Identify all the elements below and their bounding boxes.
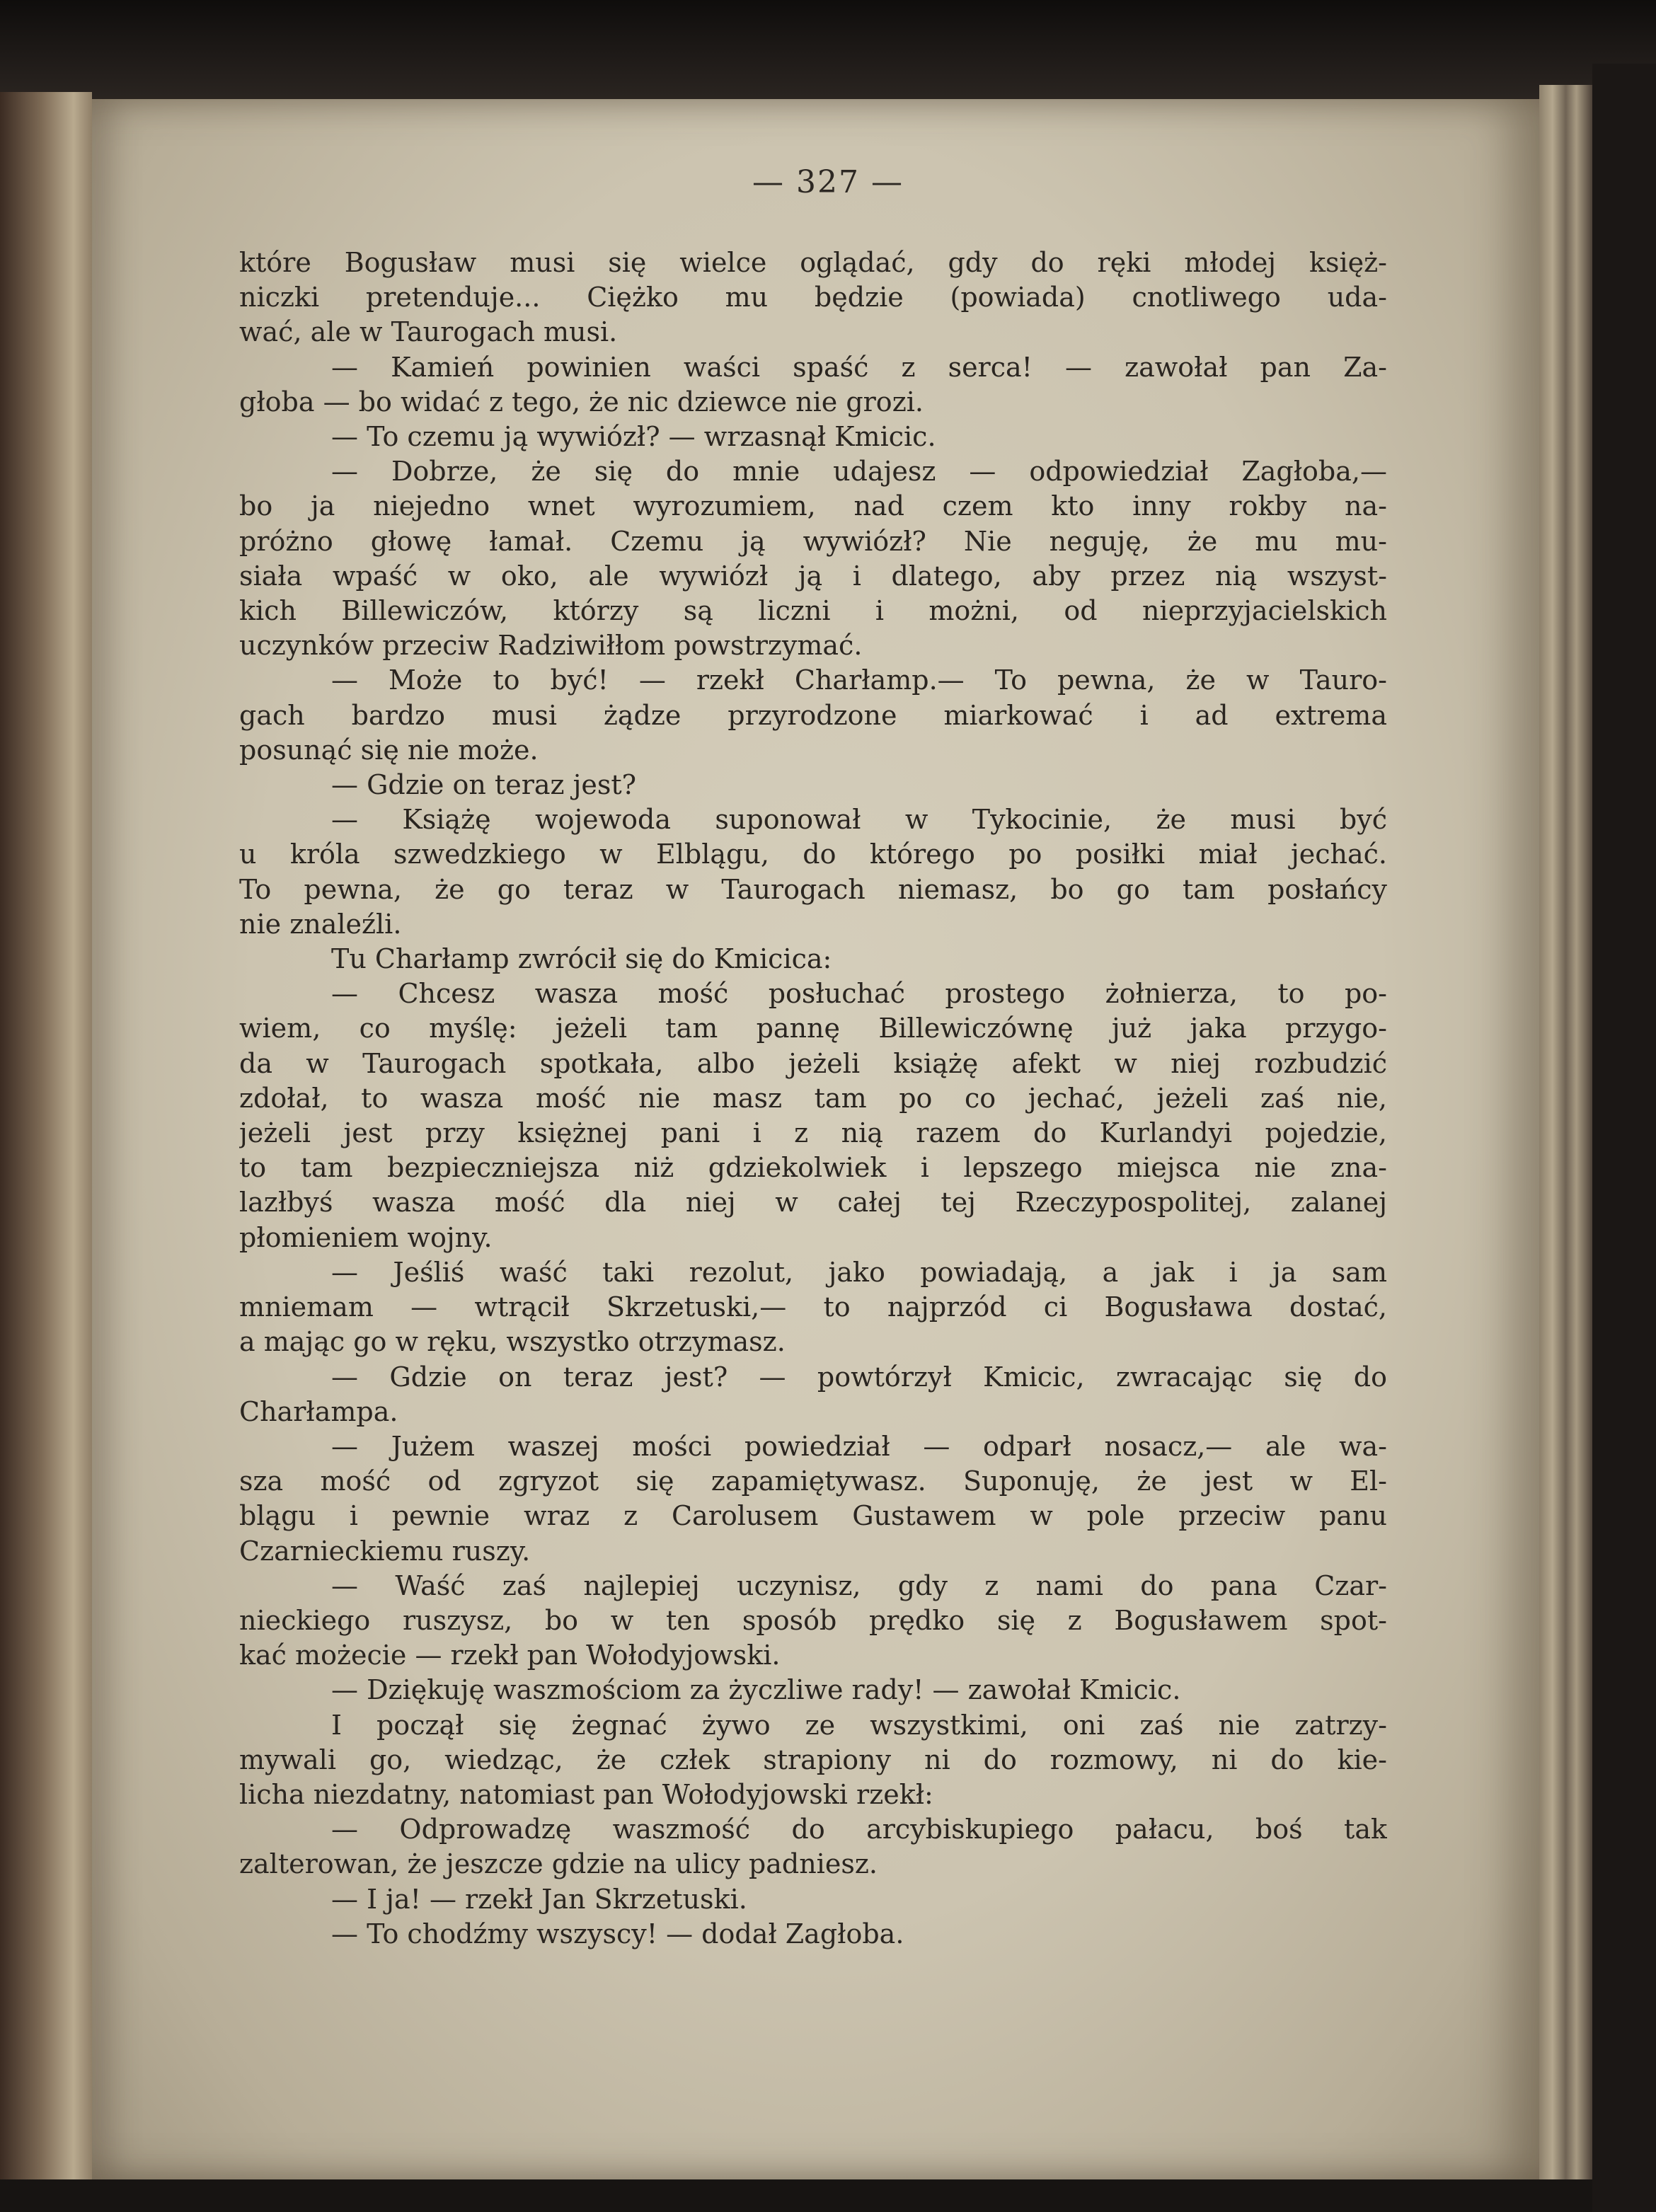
text-line: Charłampa.: [239, 1395, 398, 1427]
text-line: To pewna, że go teraz w Taurogach niemasz, bo go tam posłańcy: [239, 873, 1387, 905]
text-line: nieckiego ruszysz, bo w ten sposób prędko się z Bogusławem spot-: [239, 1604, 1387, 1636]
text-line: Tu Charłamp zwrócił się do Kmicica:: [331, 943, 832, 975]
text-line: — To chodźmy wszyscy! — dodał Zagłoba.: [331, 1918, 904, 1949]
text-line: I począł się żegnać żywo ze wszystkimi, oni zaś nie zatrzy-: [331, 1709, 1387, 1741]
text-line: nie znaleźli.: [239, 908, 402, 940]
text-line: zalterowan, że jeszcze gdzie na ulicy padniesz.: [239, 1848, 878, 1880]
book-cover-right: [1592, 64, 1656, 2212]
text-line: kać możecie — rzekł pan Wołodyjowski.: [239, 1640, 781, 1671]
text-line: bo ja niejedno wnet wyrozumiem, nad czem kto inny rokby na-: [239, 490, 1387, 522]
text-line: a mając go w ręku, wszystko otrzymasz.: [239, 1326, 786, 1358]
text-line: wiem, co myślę: jeżeli tam pannę Billewiczównę już jaka przygo-: [239, 1013, 1387, 1044]
text-line: — Książę wojewoda suponował w Tykocinie, że musi być: [331, 804, 1387, 836]
text-line: — Jużem waszej mości powiedział — odparł nosacz,— ale wa-: [331, 1430, 1387, 1462]
text-line: głoba — bo widać z tego, że nic dziewce nie grozi.: [239, 386, 924, 417]
text-line: blągu i pewnie wraz z Carolusem Gustawem w pole przeciw panu: [239, 1500, 1387, 1532]
text-line: kich Billewiczów, którzy są liczni i możni, od nieprzyjacielskich: [239, 595, 1387, 627]
text-line: mywali go, wiedząc, że człek strapiony ni do rozmowy, ni do kie-: [239, 1744, 1387, 1775]
text-line: — To czemu ją wywiózł? — wrzasnął Kmicic.: [331, 421, 936, 453]
page-stack-edge: [1539, 85, 1592, 2179]
page-number: — 327 —: [752, 164, 904, 200]
text-line: licha niezdatny, natomiast pan Wołodyjowski rzekł:: [239, 1778, 933, 1810]
text-line: — Gdzie on teraz jest? — powtórzył Kmicic, zwracając się do: [331, 1361, 1387, 1393]
text-line: Czarnieckiemu ruszy.: [239, 1535, 531, 1567]
text-line: posunąć się nie może.: [239, 734, 539, 766]
text-line: da w Taurogach spotkała, albo jeżeli książę afekt w niej rozbudzić: [239, 1047, 1387, 1079]
text-line: próżno głowę łamał. Czemu ją wywiózł? Nie neguję, że mu mu-: [239, 525, 1387, 557]
text-line: — Gdzie on teraz jest?: [331, 769, 637, 801]
text-line: jeżeli jest przy księżnej pani i z nią razem do Kurlandyi pojedzie,: [239, 1117, 1387, 1149]
text-line: — Dobrze, że się do mnie udajesz — odpowiedział Zagłoba,—: [331, 456, 1387, 488]
left-page-edge: [0, 92, 92, 2179]
text-line: — Waść zaś najlepiej uczynisz, gdy z nami do pana Czar-: [331, 1569, 1387, 1601]
text-line: wać, ale w Taurogach musi.: [239, 316, 618, 348]
book-cover-top: [0, 0, 1656, 106]
text-line: — Dziękuję waszmościom za życzliwe rady! — zawołał Kmicic.: [331, 1674, 1181, 1706]
text-line: — Jeśliś waść taki rezolut, jako powiadają, a jak i ja sam: [331, 1256, 1387, 1288]
text-line: u króla szwedzkiego w Elblągu, do którego po posiłki miał jechać.: [239, 839, 1387, 870]
text-line: płomieniem wojny.: [239, 1221, 493, 1253]
text-line: siała wpaść w oko, ale wywiózł ją i dlatego, aby przez nią wszyst-: [239, 560, 1387, 592]
page-text: [239, 246, 1387, 1952]
text-line: gach bardzo musi żądze przyrodzone miarkować i ad extrema: [239, 699, 1387, 731]
text-line: zdołał, to wasza mość nie masz tam po co jechać, jeżeli zaś nie,: [239, 1082, 1387, 1114]
text-line: to tam bezpieczniejsza niż gdziekolwiek i lepszego miejsca nie zna-: [239, 1152, 1387, 1184]
text-line: sza mość od zgryzot się zapamiętywasz. Suponuję, że jest w El-: [239, 1465, 1387, 1497]
text-line: — Kamień powinien waści spaść z serca! — zawołał pan Za-: [331, 351, 1387, 383]
text-line: lazłbyś wasza mość dla niej w całej tej Rzeczypospolitej, zalanej: [239, 1187, 1387, 1219]
text-line: — Chcesz wasza mość posłuchać prostego żołnierza, to po-: [331, 978, 1387, 1010]
text-line: — Może to być! — rzekł Charłamp.— To pewna, że w Tauro-: [331, 664, 1387, 696]
text-line: — Odprowadzę waszmość do arcybiskupiego pałacu, boś tak: [331, 1814, 1387, 1845]
text-line: które Bogusław musi się wielce oglądać, gdy do ręki młodej księż-: [239, 247, 1387, 278]
text-line: uczynków przeciw Radziwiłłom powstrzymać.: [239, 630, 863, 662]
text-line: mniemam — wtrącił Skrzetuski,— to najprzód ci Bogusława dostać,: [239, 1291, 1387, 1323]
text-line: niczki pretenduje... Ciężko mu będzie (powiada) cnotliwego uda-: [239, 282, 1387, 313]
text-line: — I ja! — rzekł Jan Skrzetuski.: [331, 1883, 747, 1915]
